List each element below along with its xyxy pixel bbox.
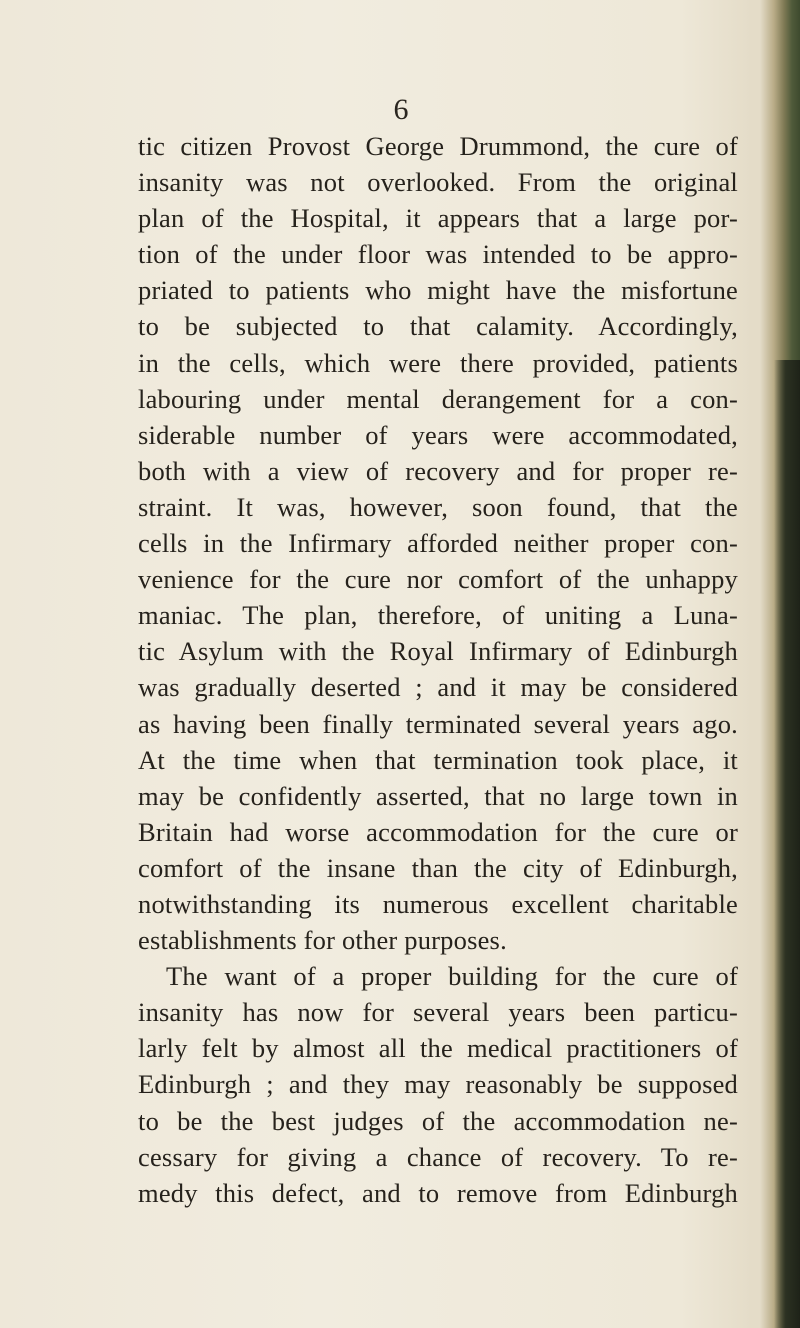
text-line: may be confidently asserted, that no large town in — [138, 780, 738, 811]
text-line: cessary for giving a chance of recovery. To re- — [138, 1141, 738, 1172]
text-line: notwithstanding its numerous excellent charitable — [138, 888, 738, 919]
text-line: insanity was not overlooked. From the original — [138, 167, 738, 198]
text-line: comfort of the insane than the city of Edinburgh, — [138, 852, 738, 883]
text-line: siderable number of years were accommodated, — [138, 419, 738, 450]
text-line: cells in the Infirmary afforded neither proper con- — [138, 528, 738, 559]
text-line: as having been finally terminated several years ago. — [138, 708, 738, 739]
page-number: 6 — [393, 93, 409, 126]
text-line: plan of the Hospital, it appears that a large por- — [138, 203, 738, 234]
text-line: medy this defect, and to remove from Edinburgh — [138, 1177, 738, 1208]
text-line: in the cells, which were there provided, patients — [138, 347, 738, 378]
text-line: to be the best judges of the accommodation ne- — [138, 1105, 738, 1136]
text-line: Britain had worse accommodation for the cure or — [138, 816, 738, 847]
text-line: tion of the under floor was intended to be appro- — [138, 239, 738, 270]
text-line: tic Asylum with the Royal Infirmary of Edinburgh — [138, 636, 738, 667]
text-line: insanity has now for several years been particu- — [138, 997, 738, 1028]
page-binding-shadow — [774, 360, 800, 1328]
text-line: was gradually deserted ; and it may be considered — [138, 672, 738, 703]
text-line: straint. It was, however, soon found, that the — [138, 491, 738, 522]
text-line: labouring under mental derangement for a con- — [138, 383, 738, 414]
text-line: At the time when that termination took place, it — [138, 744, 738, 775]
text-line: tic citizen Provost George Drummond, the cure of — [138, 131, 738, 161]
text-line: larly felt by almost all the medical practitioners of — [138, 1033, 738, 1064]
text-line: to be subjected to that calamity. Accordingly, — [138, 311, 738, 342]
text-line: maniac. The plan, therefore, of uniting a Luna- — [138, 600, 738, 631]
text-line: priated to patients who might have the misfortune — [138, 275, 738, 306]
text-line: The want of a proper building for the cure of — [166, 961, 738, 992]
text-line: establishments for other purposes. — [138, 925, 507, 956]
text-line: both with a view of recovery and for proper re- — [138, 455, 738, 486]
body-text — [138, 128, 738, 1211]
text-line: venience for the cure nor comfort of the unhappy — [138, 564, 738, 595]
text-line: Edinburgh ; and they may reasonably be supposed — [138, 1069, 738, 1100]
